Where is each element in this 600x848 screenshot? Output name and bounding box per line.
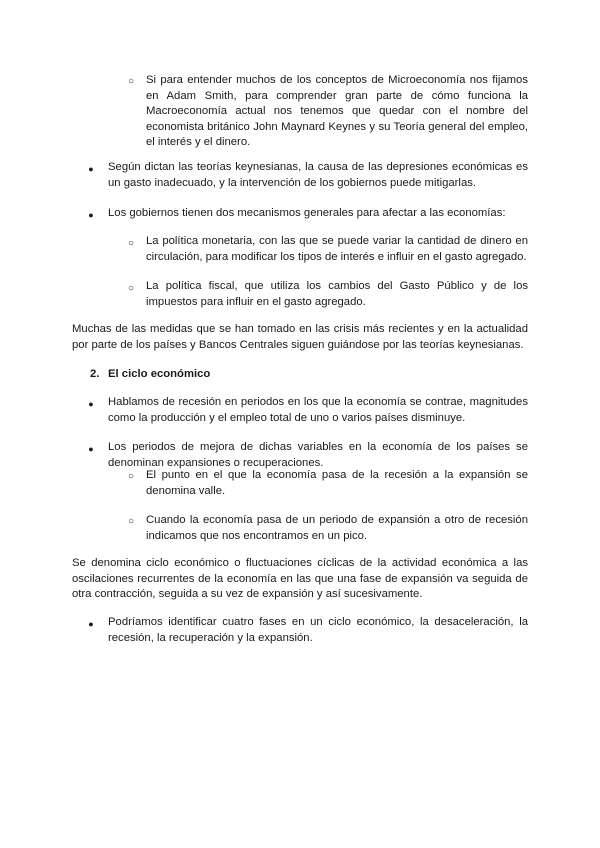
bullet-icon: ● xyxy=(88,619,94,629)
bullet-icon: ● xyxy=(88,164,94,174)
hollow-bullet-icon: ○ xyxy=(127,471,135,482)
list-item-mecanismos: Los gobiernos tienen dos mecanismos generales para afectar a las economías: xyxy=(108,207,506,219)
paragraph-medidas: Muchas de las medidas que se han tomado en las crisis más recientes y en la actualidad por parte de los países y Bancos Centrales siguen guiándose por las teorías keynesianas. xyxy=(72,323,528,351)
list-item-expansiones: Los periodos de mejora de dichas variables en la economía de los países se denominan expansiones o recuperaciones. xyxy=(108,441,528,469)
hollow-bullet-icon: ○ xyxy=(127,238,135,249)
hollow-bullet-icon: ○ xyxy=(127,283,135,294)
section-heading xyxy=(90,367,210,383)
list-item-depresiones: Según dictan las teorías keynesianas, la causa de las depresiones económicas es un gasto inadecuado, y la intervención de los gobiernos puede mitigarlas. xyxy=(108,161,528,189)
bullet-icon: ● xyxy=(88,399,94,409)
list-item-politica-fiscal: La política fiscal, que utiliza los cambios del Gasto Público y de los impuestos para influir en el gasto agregado. xyxy=(146,280,528,308)
section-number: 2. xyxy=(90,368,100,380)
list-item-fases: Podríamos identificar cuatro fases en un ciclo económico, la desaceleración, la recesión, la recuperación y la expansión. xyxy=(108,616,528,644)
list-item-pico: Cuando la economía pasa de un periodo de expansión a otro de recesión indicamos que nos encontramos en un pico. xyxy=(146,514,528,542)
paragraph-definicion: Se denomina ciclo económico o fluctuaciones cíclicas de la actividad económica a las oscilaciones recurrentes de la economía en las que una fase de expansión va seguida de otra contracción, seguida a su vez de expansión y así sucesivamente. xyxy=(72,557,528,600)
bullet-icon: ● xyxy=(88,444,94,454)
section-title: El ciclo económico xyxy=(108,368,211,380)
hollow-bullet-icon: ○ xyxy=(127,516,135,527)
bullet-icon: ● xyxy=(88,210,94,220)
list-item-valle: El punto en el que la economía pasa de la recesión a la expansión se denomina valle. xyxy=(146,469,528,497)
list-item-recesion: Hablamos de recesión en periodos en los que la economía se contrae, magnitudes como la producción y el empleo total de uno o varios países disminuye. xyxy=(108,396,528,424)
hollow-bullet-icon: ○ xyxy=(127,76,135,87)
list-item-keynes: Si para entender muchos de los conceptos de Microeconomía nos fijamos en Adam Smith, para comprender gran parte de cómo funciona la Macroeconomía actual nos tenemos que quedar con el nombre del economista británico John Maynard Keynes y su Teoría general del empleo, el interés y el dinero. xyxy=(146,74,528,148)
list-item-politica-monetaria: La política monetaria, con las que se puede variar la cantidad de dinero en circulación, para modificar los tipos de interés e influir en el gasto agregado. xyxy=(146,235,528,263)
